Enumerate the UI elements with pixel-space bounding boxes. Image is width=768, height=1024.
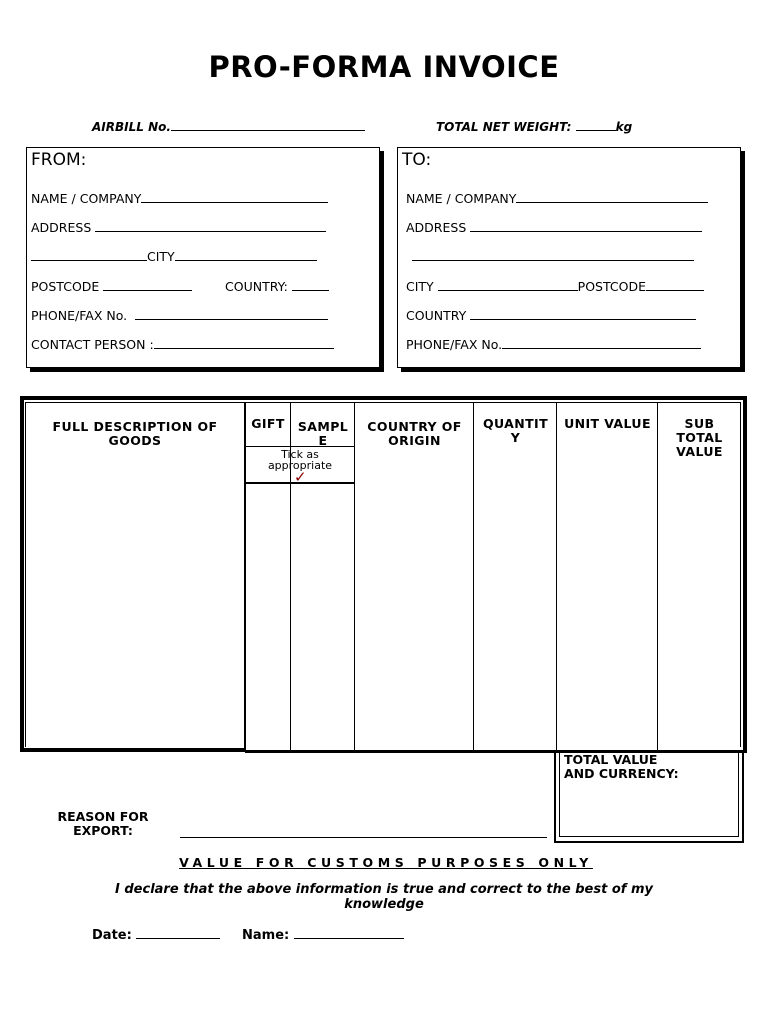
table-top-border [20,396,747,400]
to-country-field[interactable] [406,307,696,323]
from-city-field[interactable] [31,248,317,264]
from-name-label: NAME / COMPANY [31,191,142,206]
to-postcode-label: POSTCODE [577,279,646,294]
to-address-line-2[interactable] [412,248,694,261]
to-phone-label: PHONE/FAX No. [406,337,503,352]
to-address-line[interactable] [470,219,702,232]
to-city-field[interactable] [406,278,704,294]
from-contact-line[interactable] [154,336,334,349]
to-phone-line[interactable] [502,336,701,349]
date-line[interactable] [136,926,220,939]
table-inner-top [25,402,741,403]
from-contact-field[interactable] [31,336,334,352]
from-name-line[interactable] [141,190,328,203]
unit-value-header: UNIT VALUE [564,416,651,431]
to-postcode-line[interactable] [646,278,704,291]
from-contact-label: CONTACT PERSON : [31,337,154,352]
goods-table [20,396,747,756]
reason-input-line[interactable] [180,837,547,838]
col-sep-sample [354,402,355,750]
reason-label: REASON FOR EXPORT: [57,809,149,838]
from-country-label: COUNTRY: [225,279,288,294]
subtotal-header: SUB TOTAL VALUE [676,416,723,459]
name-line[interactable] [294,926,404,939]
date-field[interactable] [92,926,220,943]
from-phone-field[interactable] [31,307,328,323]
name-field[interactable] [242,926,404,943]
from-country-field[interactable] [225,278,329,294]
subtotal-input-area[interactable] [659,466,739,748]
invoice-title: PRO-FORMA INVOICE [208,50,560,84]
to-header: TO: [402,150,432,170]
gift-header: GIFT [251,416,285,431]
sample-tick-cell[interactable] [292,486,353,748]
quantity-header: QUANTIT Y [482,416,549,445]
from-postcode-field[interactable] [31,278,192,294]
from-box [26,147,380,368]
unit-value-input-area[interactable] [558,456,656,748]
from-address-line-2[interactable] [31,248,147,261]
description-input-area[interactable] [26,456,243,746]
quantity-input-area[interactable] [475,456,555,748]
date-label: Date: [92,928,132,943]
to-address-field[interactable] [406,219,702,235]
net-weight-line[interactable] [576,119,616,131]
airbill-line[interactable] [171,119,365,131]
table-left-border [20,396,24,752]
net-weight-label: TOTAL NET WEIGHT: [436,120,572,134]
table-bottom-border-left [20,748,245,752]
from-address-field[interactable] [31,219,326,235]
name-label: Name: [242,928,290,943]
from-country-line[interactable] [292,278,329,291]
from-address-line[interactable] [95,219,326,232]
to-phone-field[interactable] [406,336,701,352]
from-postcode-label: POSTCODE [31,279,100,294]
col-sep-unit [657,402,658,750]
airbill-label: AIRBILL No. [92,120,171,134]
total-value-label: TOTAL VALUE AND CURRENCY: [564,752,679,781]
to-name-field[interactable] [406,190,708,206]
from-city-line[interactable] [175,248,317,261]
col-sep-gift [290,446,291,750]
from-phone-line[interactable] [135,307,328,320]
to-name-label: NAME / COMPANY [406,191,517,206]
to-address-line-2-field[interactable] [412,248,694,264]
total-value-box[interactable] [554,751,744,843]
col-sep-qty [556,402,557,750]
declaration-text: I declare that the above information is true and correct to the best of my knowledge [115,882,653,912]
col-sep-gift-top [290,402,291,447]
from-city-label: CITY [147,249,175,264]
to-country-label: COUNTRY [406,308,467,323]
from-postcode-line[interactable] [103,278,192,291]
from-header: FROM: [31,150,87,170]
col-sep-origin [473,402,474,750]
from-phone-label: PHONE/FAX No. [31,308,128,323]
from-address-label: ADDRESS [31,220,92,235]
to-name-line[interactable] [516,190,708,203]
tick-as-appropriate: Tick as appropriate [267,448,333,472]
desc-header: FULL DESCRIPTION OF GOODS [52,419,218,448]
to-box [397,147,741,368]
checkmark-icon: ✓ [294,468,307,486]
sample-header: SAMPL E [297,419,349,448]
net-weight-field[interactable] [436,119,632,134]
airbill-field[interactable] [92,119,365,134]
to-country-line[interactable] [470,307,696,320]
from-name-field[interactable] [31,190,328,206]
table-right-border [743,396,747,752]
net-weight-unit: kg [615,120,633,134]
gift-tick-cell[interactable] [246,486,289,748]
customs-note: VALUE FOR CUSTOMS PURPOSES ONLY [179,855,593,870]
to-address-label: ADDRESS [406,220,467,235]
origin-input-area[interactable] [356,456,472,748]
to-city-line[interactable] [438,278,578,291]
table-inner-right [740,402,741,747]
to-city-label: CITY [406,279,434,294]
origin-header: COUNTRY OF ORIGIN [367,419,462,448]
